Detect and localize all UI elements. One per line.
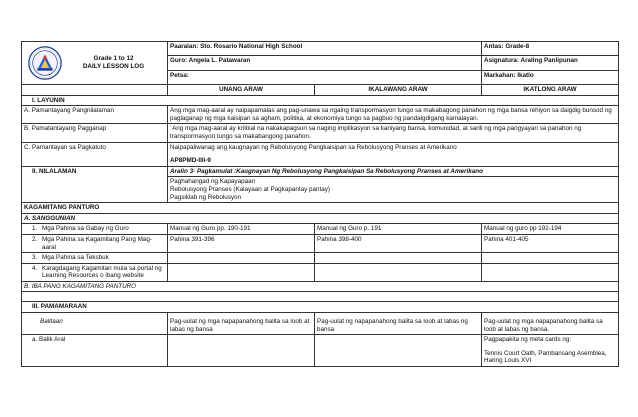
balik-aral-day1 <box>168 335 315 367</box>
sanggunian-item-3-day3 <box>482 253 619 264</box>
balik-aral-day3-line1: Pagpapakita ng meta cards ng: <box>484 336 572 344</box>
sanggunian-item-1-day1: Manual ng Guro pp. 190-191 <box>168 224 315 235</box>
topic-item: Paghahangad ng Kapayapaan <box>170 178 256 186</box>
sanggunian-item-1-day3: Manual ng guro pp 192-194 <box>482 224 619 235</box>
pagganap-label: B. Pamatantayang Pagganap <box>22 124 168 142</box>
pagkatuto-label: C. Pamantayan sa Pagkatuto <box>22 142 168 166</box>
pagganap-text: `Ang mga mag-aaral ay kritikal na nakakapagsuri sa naging implikasyon sa kaniyang bansa, komunidad, at sarili ng mga pangyayari sa panahon ng transpormasyon tungo sa makabangong panahon. <box>168 124 619 142</box>
balitaan-day3: Pag-uulat ng mga napapanahong balita sa loob at labas ng bansa. <box>482 313 619 335</box>
iba-pang-kagamitan-blank <box>22 292 619 302</box>
balik-aral-day2 <box>315 335 482 367</box>
sanggunian-item-2-day2: Pahina 398-400 <box>315 234 482 252</box>
iba-pang-kagamitan-heading: B. IBA PANG KAGAMITANG PANTURO <box>22 281 619 292</box>
sanggunian-item-3-label: 3. Mga Pahina sa Teksbuk <box>22 253 168 264</box>
antas-field: Antas: Grade-8 <box>482 42 619 56</box>
sanggunian-item-4-label: 4. Karagdagang Kagamitan mula sa portal ng Learning Resources o ibang website <box>22 263 168 281</box>
markahan-field: Markahan: Ikatlo <box>482 70 619 84</box>
pagkatuto-text: Naipapaliwanag ang kaugnayan ng Rebolusyong Pangkaisipan sa Rebolusyong Pranses at Amerikano <box>170 143 457 151</box>
pagkatuto-cell <box>168 142 619 166</box>
asignatura-field: Asignatura: Araling Panlipunan <box>482 56 619 70</box>
pamamaraan-heading: III. PAMAMARAAN <box>22 302 619 313</box>
kagamitan-heading: KAGAMITANG PANTURO <box>22 203 619 214</box>
topic-item: Pagsiklab ng Rebolusyon <box>170 193 242 201</box>
balik-aral-day3 <box>482 335 619 367</box>
pagkatuto-code: AP8PMD-IIIi-9 <box>170 157 211 165</box>
balitaan-day1: Pag-uulat ng mga napapanahong balita sa loob at labas ng bansa <box>168 313 315 335</box>
topic-item: Rebolusyong Pranses (Kalayaan at Pagkapantay pantay) <box>170 185 330 193</box>
daily-lesson-log <box>21 41 618 367</box>
header-logo-cell <box>22 42 168 85</box>
guro-field: Guro: Angela L. Patawaran <box>168 56 482 70</box>
layunin-heading: I. LAYUNIN <box>22 95 619 106</box>
balitaan-label: Balitaan <box>22 313 168 335</box>
deped-seal-icon <box>28 46 62 80</box>
sanggunian-item-3-day1 <box>168 253 315 264</box>
sanggunian-item-1-label: 1. Mga Pahina sa Gabay ng Guro <box>22 224 168 235</box>
header-title-line2: DAILY LESSON LOG <box>82 63 145 70</box>
sanggunian-item-3-day2 <box>315 253 482 264</box>
balik-aral-day3-line2: Tennis Court Oath, Pambansang Asemblea, Haring Louis XVI <box>484 349 607 365</box>
header-title-line1: Grade 1 to 12 <box>93 55 134 62</box>
pangnilalaman-text: Ang mga mag-aaral ay naipapamalas ang pag-unawa sa ngaing transpormasyon tungo sa makabagong panahon ng mga bansa rehiyon sa daigdig bunsod ng paglaganap ng mga kaisipan sa agham, politika, at ekonomiya tungo sa pagbuo ng pandaigdigang kamalayan. <box>168 106 619 124</box>
header-title <box>62 55 165 71</box>
sanggunian-item-2-day3: Pahina 401-405 <box>482 234 619 252</box>
sanggunian-heading: A. SANGGUNIAN <box>22 213 619 224</box>
balitaan-day2: Pag-uulat ng napapanahong balita sa loob at labas ng bansa <box>315 313 482 335</box>
pangnilalaman-label: A. Pamantayang Pangnilalaman <box>22 106 168 124</box>
nilalaman-heading: II. NILALAMAN <box>22 166 168 202</box>
day-3-header: IKATLONG ARAW <box>482 85 619 96</box>
sanggunian-item-4-day3 <box>482 263 619 281</box>
nilalaman-topics <box>168 177 619 203</box>
sanggunian-item-4-day2 <box>315 263 482 281</box>
day-1-header: UNANG ARAW <box>168 85 315 96</box>
lesson-table <box>21 41 619 367</box>
sanggunian-item-2-day1: Pahina 391-396 <box>168 234 315 252</box>
days-blank-cell <box>22 85 168 96</box>
sanggunian-item-1-day2: Manual ng Guro p. 191 <box>315 224 482 235</box>
sanggunian-item-4-day1 <box>168 263 315 281</box>
paaralan-field: Paaralan: Sto. Rosario National High School <box>168 42 482 56</box>
sanggunian-item-2-label: 2. Mga Pahina sa Kagamitang Pang Mag-aaral <box>22 234 168 252</box>
petsa-field: Petsa: <box>168 70 482 84</box>
balik-aral-label: a. Balik Aral <box>22 335 168 367</box>
aralin-title: Aralin 3- Pagkamulat :Kaugnayan Ng Rebolusyong Pangkaisipan Sa Rebolusyong Pranses at Amerikano <box>168 166 619 177</box>
day-2-header: IKALAWANG ARAW <box>315 85 482 96</box>
